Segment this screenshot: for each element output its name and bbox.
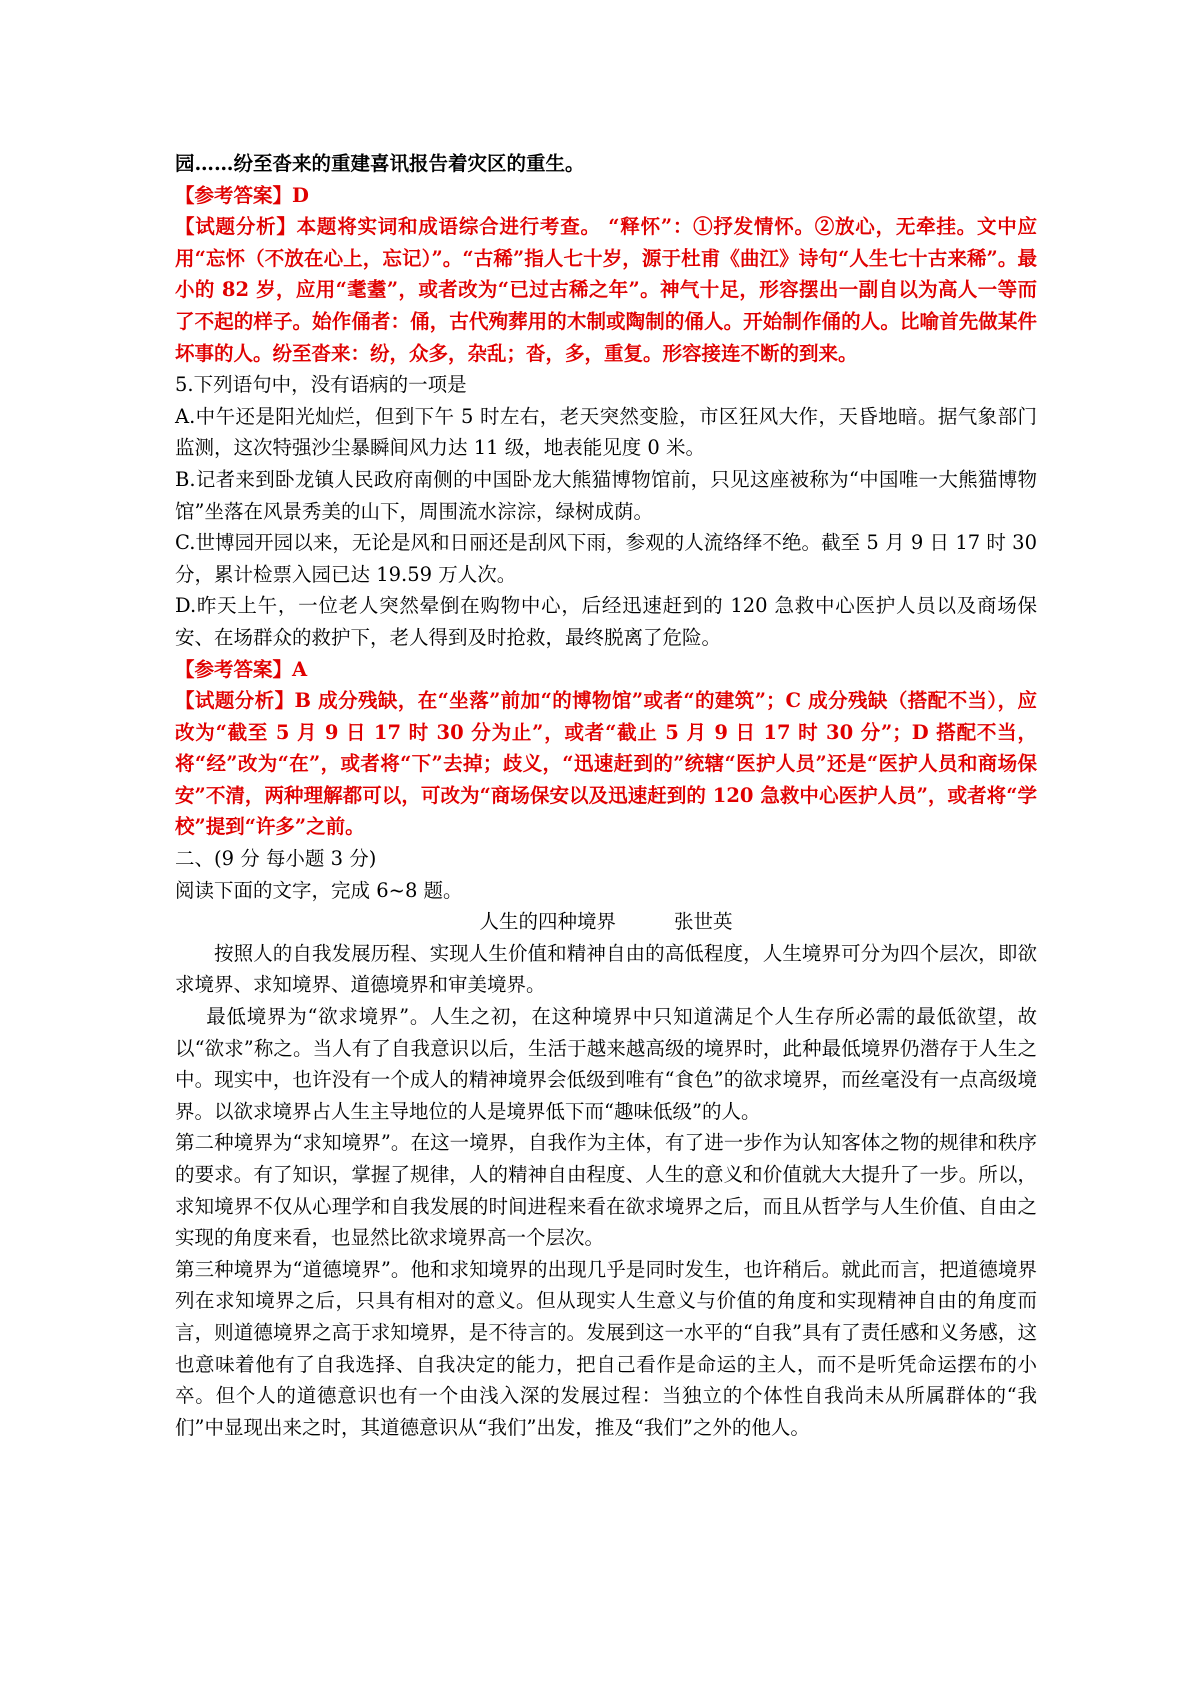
reading-instruction: 阅读下面的文字，完成 6~8 题。 <box>175 878 463 902</box>
answer-label-q4: 【参考答案】D <box>175 183 309 207</box>
article-title-line <box>175 906 1037 938</box>
answer-label-q5: 【参考答案】A <box>175 657 308 681</box>
section-heading: 二、(9 分 每小题 3 分) <box>175 847 377 871</box>
article-paragraph-1: 按照人的自我发展历程、实现人生价值和精神自由的高低程度，人生境界可分为四个层次，即欲求境界、求知境界、道德境界和审美境界。 <box>175 941 1037 997</box>
document-page <box>175 148 1037 1443</box>
option-a: A.中午还是阳光灿烂，但到下午 5 时左右，老天突然变脸，市区狂风大作，天昏地暗。据气象部门监测，这次特强沙尘暴瞬间风力达 11 级，地表能见度 0 米。 <box>175 404 1037 460</box>
option-b: B.记者来到卧龙镇人民政府南侧的中国卧龙大熊猫博物馆前，只见这座被称为“中国唯一大熊猫博物馆”坐落在风景秀美的山下，周围流水淙淙，绿树成荫。 <box>175 467 1037 523</box>
question-5-stem: 5.下列语句中，没有语病的一项是 <box>175 373 467 397</box>
analysis-q4: 【试题分析】本题将实词和成语综合进行考查。 “释怀”：①抒发情怀。②放心，无牵挂。文中应用“忘怀（不放在心上，忘记）”。“古稀”指人七十岁，源于杜甫《曲江》诗句“人生七十古来稀”。最小的 82 岁，应用“耄耋”，或者改为“已过古稀之年”。神气十足，形容摆出一副自以为高人一等而了不起的样子。始作俑者：俑，古代殉葬用的木制或陶制的俑人。开始制作俑的人。比喻首先做某件坏事的人。纷至沓来：纷，众多，杂乱；沓，多，重复。形容接连不断的到来。 <box>175 215 1037 365</box>
option-d: D.昨天上午，一位老人突然晕倒在购物中心，后经迅速赶到的 120 急救中心医护人员以及商场保安、在场群众的救护下，老人得到及时抢救，最终脱离了危险。 <box>175 594 1037 649</box>
article-author: 张世英 <box>674 910 733 934</box>
article-paragraph-4: 第三种境界为“道德境界”。他和求知境界的出现几乎是同时发生，也许稍后。就此而言，把道德境界列在求知境界之后，只具有相对的意义。但从现实人生意义与价值的角度和实现精神自由的角度而言，则道德境界之高于求知境界，是不待言的。发展到这一水平的“自我”具有了责任感和义务感，这也意味着他有了自我选择、自我决定的能力，把自己看作是命运的主人，而不是听凭命运摆布的小卒。但个人的道德意识也有一个由浅入深的发展过程：当独立的个体性自我尚未从所属群体的“我们”中显现出来之时，其道德意识从“我们”出发，推及“我们”之外的他人。 <box>175 1257 1037 1439</box>
article-paragraph-3: 第二种境界为“求知境界”。在这一境界，自我作为主体，有了进一步作为认知客体之物的规律和秩序的要求。有了知识，掌握了规律，人的精神自由程度、人生的意义和价值就大大提升了一步。所以，求知境界不仅从心理学和自我发展的时间进程来看在欲求境界之后，而且从哲学与人生价值、自由之实现的角度来看，也显然比欲求境界高一个层次。 <box>175 1131 1037 1250</box>
article-title: 人生的四种境界 <box>479 910 616 934</box>
option-c: C.世博园开园以来，无论是风和日丽还是刮风下雨，参观的人流络绎不绝。截至 5 月 9 日 17 时 30 分，累计检票入园已达 19.59 万人次。 <box>175 531 1037 586</box>
passage-continuation: 园……纷至沓来的重建喜讯报告着灾区的重生。 <box>175 152 585 175</box>
article-paragraph-2: 最低境界为“欲求境界”。人生之初，在这种境界中只知道满足个人生存所必需的最低欲望，故以“欲求”称之。当人有了自我意识以后，生活于越来越高级的境界时，此种最低境界仍潜存于人生之中。现实中，也许没有一个成人的精神境界会低级到唯有“食色”的欲求境界，而丝毫没有一点高级境界。以欲求境界占人生主导地位的人是境界低下而“趣味低级”的人。 <box>175 1005 1037 1123</box>
analysis-q5: 【试题分析】B 成分残缺，在“坐落”前加“的博物馆”或者“的建筑”；C 成分残缺（搭配不当），应改为“截至 5 月 9 日 17 时 30 分为止”，或者“截止 5 月 9 日 17 时 30 分”；D 搭配不当，将“经”改为“在”，或者将“下”去掉；歧义，“迅速赶到的”统辖“医护人员”还是“医护人员和商场保安”不清，两种理解都可以，可改为“商场保安以及迅速赶到的 120 急救中心医护人员”，或者将“学校”提到“许多”之前。 <box>175 689 1037 839</box>
